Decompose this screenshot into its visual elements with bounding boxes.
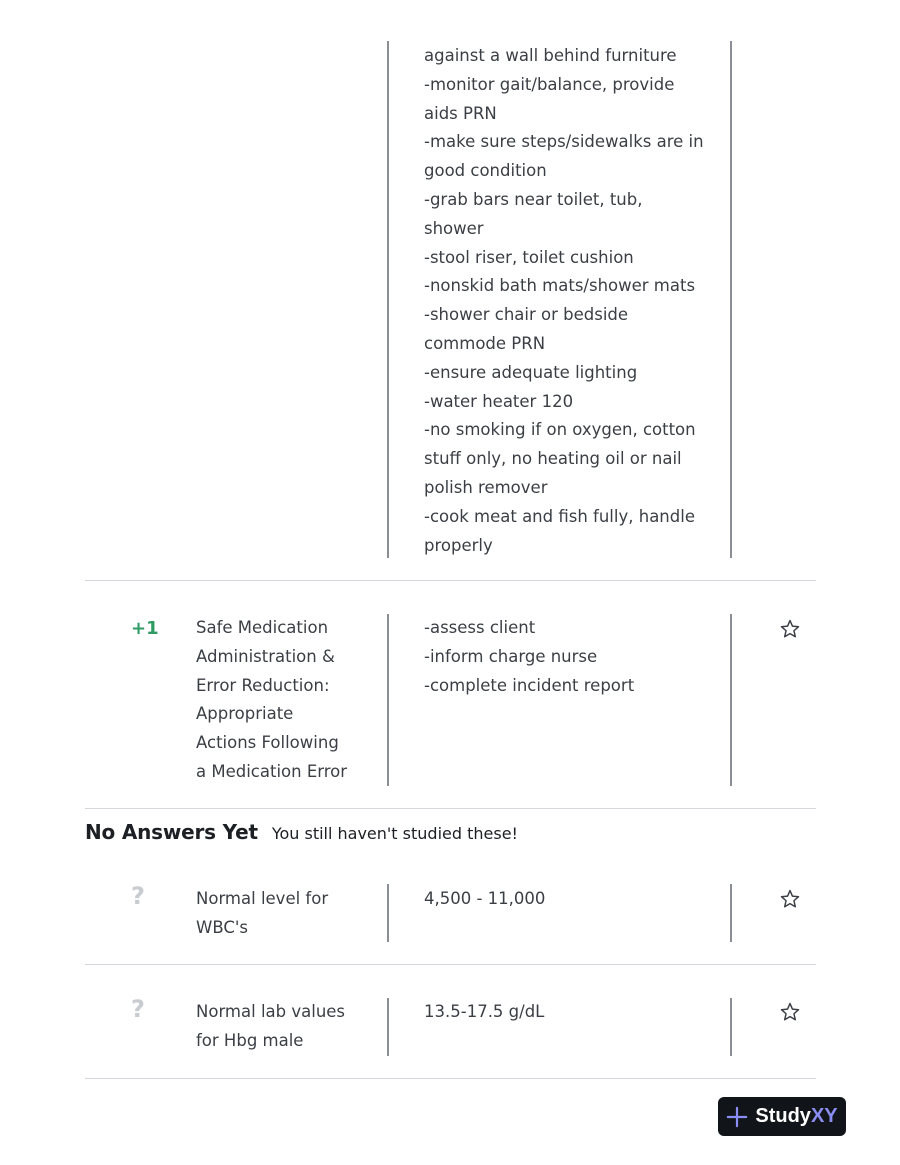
definition-line: -water heater 120 — [424, 391, 574, 411]
definition-line: properly — [424, 535, 493, 555]
term-line: a Medication Error — [196, 761, 348, 781]
definition-line: -ensure adequate lighting — [424, 362, 638, 382]
card-term — [196, 614, 371, 787]
card-definition — [424, 42, 714, 560]
card-divider — [85, 964, 816, 965]
definition-line: -stool riser, toilet cushion — [424, 247, 634, 267]
definition-line: -grab bars near toilet, tub, — [424, 189, 643, 209]
score-badge: ? — [131, 995, 145, 1023]
definition-line: -assess client — [424, 618, 536, 637]
card-column-divider-left — [387, 884, 389, 942]
definition-line: good condition — [424, 161, 547, 181]
term-line: Actions Following — [196, 733, 339, 753]
term-line: for Hbg male — [196, 1030, 304, 1050]
card-divider — [85, 808, 816, 809]
logo-text-accent: XY — [810, 1105, 838, 1127]
term-line: Administration & — [196, 646, 335, 666]
definition-line: stuff only, no heating oil or nail — [424, 449, 682, 469]
card-definition — [424, 614, 714, 700]
card-column-divider-right — [730, 41, 732, 558]
term-line: WBC's — [196, 917, 248, 937]
star-icon[interactable] — [779, 888, 801, 910]
definition-line: -cook meat and fish fully, handle — [424, 506, 695, 526]
term-line: Normal level for — [196, 889, 329, 908]
definition-line: -make sure steps/sidewalks are in — [424, 132, 704, 152]
studyxy-logo[interactable] — [718, 1097, 846, 1136]
card-column-divider-left — [387, 614, 389, 786]
plus-icon — [726, 1106, 748, 1128]
card-divider — [85, 580, 816, 581]
score-badge: ? — [131, 882, 145, 910]
definition-line: shower — [424, 218, 484, 238]
card-definition — [424, 885, 714, 914]
definition-line: polish remover — [424, 477, 548, 497]
card-term — [196, 885, 371, 943]
section-title: No Answers Yet — [85, 820, 258, 844]
card-column-divider-left — [387, 41, 389, 558]
score-badge: +1 — [131, 618, 159, 639]
definition-line: against a wall behind furniture — [424, 46, 677, 65]
logo-text-main: Study — [755, 1105, 811, 1127]
card-term — [196, 998, 371, 1056]
card-column-divider-right — [730, 998, 732, 1056]
card-column-divider-right — [730, 884, 732, 942]
definition-line: 4,500 - 11,000 — [424, 889, 546, 908]
card-column-divider-right — [730, 614, 732, 786]
definition-line: aids PRN — [424, 103, 497, 123]
term-line: Appropriate — [196, 704, 294, 724]
definition-line: -nonskid bath mats/shower mats — [424, 276, 696, 296]
logo-text — [755, 1105, 837, 1128]
star-icon[interactable] — [779, 618, 801, 640]
section-heading — [85, 820, 518, 844]
definition-line: -complete incident report — [424, 675, 635, 695]
definition-line: 13.5-17.5 g/dL — [424, 1002, 545, 1021]
definition-line: -no smoking if on oxygen, cotton — [424, 420, 696, 440]
card-divider — [85, 1078, 816, 1079]
definition-line: -monitor gait/balance, provide — [424, 74, 675, 94]
definition-line: -inform charge nurse — [424, 646, 598, 666]
card-definition — [424, 998, 714, 1027]
term-line: Error Reduction: — [196, 675, 330, 695]
definition-line: -shower chair or bedside — [424, 305, 629, 325]
term-line: Normal lab values — [196, 1002, 346, 1021]
star-icon[interactable] — [779, 1001, 801, 1023]
term-line: Safe Medication — [196, 618, 329, 637]
section-subtitle: You still haven't studied these! — [271, 824, 518, 843]
definition-line: commode PRN — [424, 333, 546, 353]
card-column-divider-left — [387, 998, 389, 1056]
